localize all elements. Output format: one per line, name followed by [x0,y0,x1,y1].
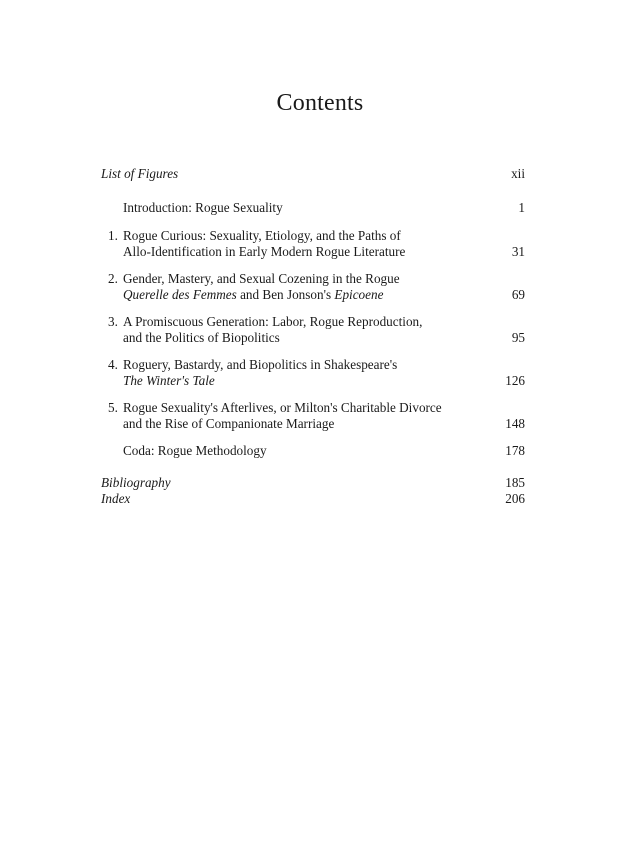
toc-page-number: 206 [505,491,525,506]
toc-entry-index[interactable] [101,491,525,507]
chapter-number: 3. [108,314,118,329]
table-of-contents [101,166,525,507]
toc-entry-line-2: and the Rise of Companionate Marriage [123,416,335,431]
toc-page-number: 126 [505,373,525,388]
toc-entry-coda[interactable] [101,443,525,459]
toc-entry-chapter-1[interactable] [101,228,525,260]
toc-entry-line-1: Gender, Mastery, and Sexual Cozening in the Rogue [123,271,400,286]
toc-entry-introduction[interactable] [101,200,525,216]
toc-entry-line-1: Roguery, Bastardy, and Biopolitics in Shakespeare's [123,357,398,372]
toc-entry-label: Bibliography [101,475,171,490]
toc-page-number: 178 [505,443,525,458]
toc-entry-bibliography[interactable] [101,475,525,491]
toc-entry-line-1: Rogue Sexuality's Afterlives, or Milton's Charitable Divorce [123,400,442,415]
toc-entry-chapter-5[interactable] [101,400,525,432]
toc-page-number: 95 [511,330,525,345]
toc-entry-chapter-3[interactable] [101,314,525,346]
toc-entry-chapter-2[interactable] [101,271,525,303]
toc-page-number: 69 [511,287,525,302]
toc-entry-label: Introduction: Rogue Sexuality [123,200,283,215]
toc-entry-line-1: A Promiscuous Generation: Labor, Rogue Reproduction, [123,314,423,329]
toc-entry-line-2: The Winter's Tale [123,373,215,388]
toc-entry-list-of-figures[interactable] [101,166,525,182]
toc-page-number: 148 [505,416,525,431]
chapter-number: 4. [108,357,118,372]
toc-page-number: xii [511,166,525,181]
toc-entry-line-2: and the Politics of Biopolitics [123,330,280,345]
toc-entry-label: Coda: Rogue Methodology [123,443,267,458]
toc-entry-line-2: Allo-Identification in Early Modern Rogue Literature [123,244,406,259]
toc-page-number: 1 [518,200,525,215]
page-title: Contents [276,90,364,116]
toc-page-number: 31 [511,244,525,259]
toc-entry-label: List of Figures [101,166,179,181]
toc-page-number: 185 [505,475,525,490]
toc-entry-line-2: Querelle des Femmes and Ben Jonson's Epicoene [123,287,384,302]
toc-entry-label: Index [101,491,131,506]
toc-entry-line-1: Rogue Curious: Sexuality, Etiology, and the Paths of [123,228,401,243]
chapter-number: 2. [108,271,118,286]
chapter-number: 5. [108,400,118,415]
chapter-number: 1. [108,228,118,243]
toc-entry-chapter-4[interactable] [101,357,525,389]
